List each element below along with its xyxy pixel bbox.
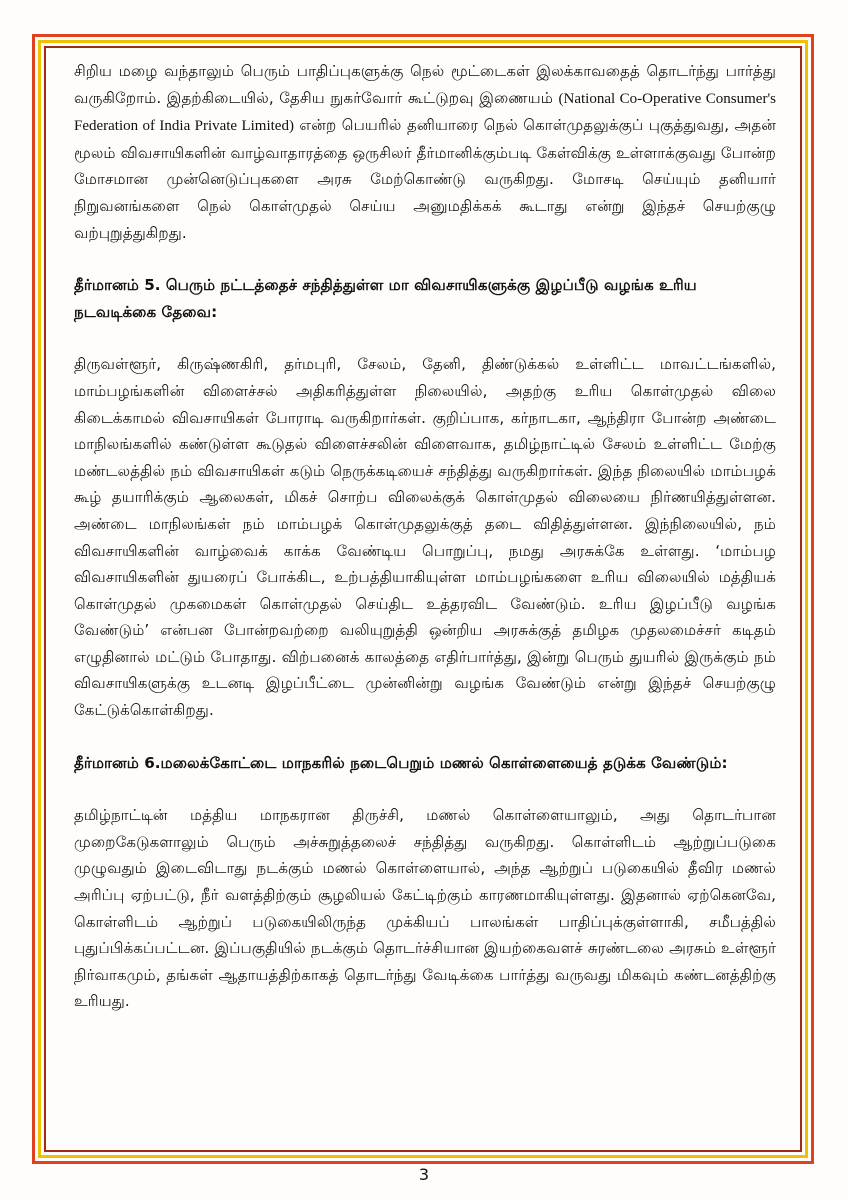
organization-name-english: (National Co-Operative Consumer's Federation of India Private Limited) [74,90,776,135]
intro-text-part2: என்ற பெயரில் தனியாரை நெல் கொள்முதலுக்குப் புகுத்துவது, அதன் மூலம் விவசாயிகளின் வாழ்வாதாரத்தை ஒருசிலர் தீர்மானிக்கும்படி கேள்விக்கு உள்ளாக்குவது போன்ற மோசமான முன்னெடுப்புகளை அரசு மேற்கொண்டு வருகிறது. மோசடி செய்யும் தனியார் நிறுவனங்களை நெல் கொள்முதல் செய்ய அனுமதிக்கக் கூடாது என்று இந்தச் செயற்குழு வற்புறுத்துகிறது. [74,116,776,242]
intro-text-part1: சிறிய மழை வந்தாலும் பெரும் பாதிப்புகளுக்கு நெல் மூட்டைகள் இலக்காவதைத் தொடர்ந்து பார்த்து வருகிறோம். இதற்கிடையில், தேசிய நுகர்வோர் கூட்டுறவு இணையம் [74,62,776,107]
resolution-5-body: திருவள்ளூர், கிருஷ்ணகிரி, தர்மபுரி, சேலம், தேனி, திண்டுக்கல் உள்ளிட்ட மாவட்டங்களில், மாம்பழங்களின் விளைச்சல் அதிகரித்துள்ள நிலையில், அதற்கு உரிய கொள்முதல் விலை கிடைக்காமல் விவசாயிகள் போராடி வருகிறார்கள். குறிப்பாக, கர்நாடகா, ஆந்திரா போன்ற அண்டை மாநிலங்களில் கண்டுள்ள கூடுதல் விளைச்சலின் விளைவாக, தமிழ்நாட்டில் சேலம் உள்ளிட்ட மேற்கு மண்டலத்தில் நம் விவசாயிகள் கடும் நெருக்கடியைச் சந்தித்து வருகிறார்கள். இந்த நிலையில் மாம்பழக் கூழ் தயாரிக்கும் ஆலைகள், மிகச் சொற்ப விலைக்குக் கொள்முதல் விலையை நிர்ணயித்துள்ளன. அண்டை மாநிலங்கள் நம் மாம்பழக் கொள்முதலுக்குத் தடை விதித்துள்ளன. இந்நிலையில், நம் விவசாயிகளின் வாழ்வைக் காக்க வேண்டிய பொறுப்பு, நமது அரசுக்கே உள்ளது. ‘மாம்பழ விவசாயிகளின் துயரைப் போக்கிட, உற்பத்தியாகியுள்ள மாம்பழங்களை உரிய விலையில் மத்தியக் கொள்முதல் முகமைகள் கொள்முதல் செய்திட உத்தரவிட வேண்டும். உரிய இழப்பீடு வழங்க வேண்டும்’ என்பன போன்றவற்றை வலியுறுத்தி ஒன்றிய அரசுக்குத் தமிழக முதலமைச்சர் கடிதம் எழுதினால் மட்டும் போதாது. விற்பனைக் காலத்தை எதிர்பார்த்து, இன்று பெரும் துயரில் இருக்கும் நம் விவசாயிகளுக்கு உடனடி இழப்பீட்டை முன்னின்று வழங்க வேண்டும் என்று இந்தச் செயற்குழு கேட்டுக்கொள்கிறது. [74,355,776,720]
resolution-6-heading: தீர்மானம் 6.மலைக்கோட்டை மாநகரில் நடைபெறும் மணல் கொள்ளையைத் தடுக்க வேண்டும்: [74,753,728,772]
document-body [74,58,776,1015]
resolution-6-body: தமிழ்நாட்டின் மத்திய மாநகரான திருச்சி, மணல் கொள்ளையாலும், அது தொடர்பான முறைகேடுகளாலும் பெரும் அச்சுறுத்தலைச் சந்தித்து வருகிறது. கொள்ளிடம் ஆற்றுப்படுகை முழுவதும் இடைவிடாது நடக்கும் மணல் கொள்ளையால், அந்த ஆற்றுப் படுகையில் தீவிர மணல் அரிப்பு ஏற்பட்டு, நீர் வளத்திற்கும் சூழலியல் கேட்டிற்கும் காரணமாகியுள்ளது. இதனால் ஏற்கெனவே, கொள்ளிடம் ஆற்றுப் படுகையிலிருந்த முக்கியப் பாலங்கள் பாதிப்புக்குள்ளாகி, சமீபத்தில் புதுப்பிக்கப்பட்டன. இப்பகுதியில் நடக்கும் தொடர்ச்சியான இயற்கைவளச் சுரண்டலை அரசும் உள்ளூர் நிர்வாகமும், தங்கள் ஆதாயத்திற்காகத் தொடர்ந்து வேடிக்கை பார்த்து வருவது மிகவும் கண்டனத்திற்கு உரியது. [74,806,776,1011]
page-number: 3 [418,1165,430,1184]
intro-paragraph [74,58,776,246]
resolution-5-heading: தீர்மானம் 5. பெரும் நட்டத்தைச் சந்தித்துள்ள மா விவசாயிகளுக்கு இழப்பீடு வழங்க உரிய நடவடிக்கை தேவை: [74,276,697,321]
